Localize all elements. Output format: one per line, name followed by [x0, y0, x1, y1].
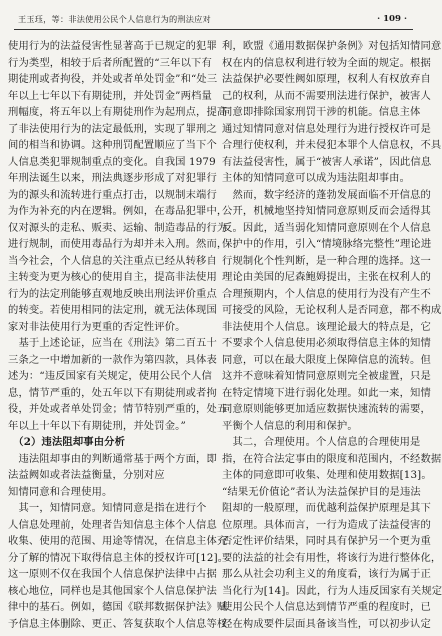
text-line: 核心地位，同样也是其他国家个人信息保护法	[8, 584, 217, 597]
text-line: 三条之一中增加新的一款作为第四款，具体表	[8, 353, 217, 366]
running-header	[14, 13, 413, 30]
text-line: 法益阙如或者法益衡量，分别对应	[8, 469, 165, 481]
text-line: 利，欧盟《通用数据保护条例》对包括知情同意	[222, 40, 442, 52]
text-line: 息，情节严重的，处五年以下有期徒刑或者拘	[8, 386, 217, 399]
text-line: 使用公民个人信息达到情节严重的程度时，已	[222, 601, 431, 613]
text-line: 同意即排除国家刑罚干涉的机能。信息主体	[222, 106, 421, 118]
text-line: 理论由美国的尼森鲍姆提出，主张在权利人的	[222, 271, 431, 283]
text-line: 同意原则能够更加适应数据快速流转的需要，	[222, 403, 431, 415]
text-line: 的转变。若使用相同的法定刑，就无法体现国	[8, 304, 217, 316]
text-line: 当化行为[14]。因此，行为人违反国家有关规定	[222, 584, 442, 597]
text-line: 基于上述论证，应当在《刑法》第二百五十	[8, 337, 217, 349]
text-line: 可接受的风险，无论权利人是否同意，都不构成	[222, 304, 442, 316]
text-line: 期徒刑或者拘役，并处或者单处罚金”和“处三	[8, 73, 218, 85]
text-line: 分了解的情况下取得信息主体的授权许可[12]。	[8, 551, 229, 564]
text-line: 同意，可以在最大限度上保障信息的流转。但	[222, 353, 431, 366]
text-line: 年以上十年以下有期徒刑，并处罚金。”	[8, 419, 186, 432]
text-line: 了非法使用行为的法定最低刑，实现了罪刑之	[8, 122, 217, 135]
text-line: 反。因此，适当弱化知情同意原则在个人信息	[222, 221, 431, 234]
text-line: 主体的知情同意可以成为违法阻却事由。	[222, 172, 411, 184]
text-line: 平衡个人信息的利用和保护。	[222, 419, 358, 432]
text-line: 在特定情境下进行弱化处理。如此一来，知情	[222, 386, 431, 399]
text-line: 通过知情同意对信息处理行为进行授权许可是	[222, 122, 431, 135]
text-line: 公开，机械地坚持知情同意原则反而会适得其	[222, 205, 431, 217]
text-line: 人信息处理前，处理者告知信息主体个人信息	[8, 518, 217, 531]
text-line: 述为：“违反国家有关规定，使用公民个人信	[8, 370, 212, 382]
text-line: 行规制化个性判断，是一种合理的选择。这一	[222, 254, 431, 267]
text-line: 其二，合理使用。个人信息的合理使用是	[222, 436, 421, 448]
text-line: 仅对源头的走私、贩卖、运输、制造毒品的行为	[8, 221, 228, 234]
text-line: 主体的同意即可收集、处理和使用数据[13]。	[222, 469, 432, 481]
text-line: 收集、使用的范围、用途等情况，在信息主体充	[8, 535, 228, 547]
text-line: 行为的法定刑能够直观地反映出刑法评价重点	[8, 287, 217, 300]
text-line: 然而，数字经济的蓬勃发展面临不开信息的	[222, 188, 431, 201]
page-number: · 109 ·	[377, 14, 407, 24]
text-line: 要的法益的社会有用性，将该行为进行整体化，	[222, 551, 442, 564]
text-line: 予信息主体删除、更正、答复获取个人信息等权	[8, 617, 228, 630]
text-line: 年以上七年以下有期徒刑，并处罚金”两档量	[8, 89, 212, 102]
text-line: 己的权利，从而不需要刑法进行保护，被害人	[222, 89, 431, 102]
text-line: 为作为补充的内在逻辑。例如，在毒品犯罪中，	[8, 205, 228, 217]
text-line: 指，在符合法定事由的限度和范围内，不经数据	[222, 452, 442, 465]
text-line: 保护中的作用，引入“情境脉络完整性”理论进	[222, 238, 432, 250]
text-line: 为的源头和流转进行重点打击，以规制末端行	[8, 188, 217, 201]
text-line: 其一，知情同意。知情同意是指在进行个	[8, 502, 207, 514]
right-text-column	[222, 38, 442, 634]
text-line: 知情同意和合理使用。	[8, 485, 113, 498]
text-line: 位原理。具体而言，一行为造成了法益侵害的	[222, 518, 431, 531]
text-line: 刑幅度，将五年以上有期徒刑作为起刑点，提高	[8, 106, 228, 118]
text-line: 间的相当和协调。这种刑罚配置顺应了当下个	[8, 139, 217, 151]
text-line: 合理预期内，个人信息的使用行为没有产生不	[222, 287, 431, 300]
text-line: 经在构成要件层面具备该当性，可以初步认定	[222, 617, 431, 630]
text-line: 使用行为的法益侵害性显著高于已规定的犯罪	[8, 40, 217, 52]
text-line: 人信息类犯罪规制重点的变化。自我国 1979	[8, 155, 216, 168]
text-line: 役，并处或者单处罚金；情节特别严重的，处五	[8, 403, 228, 415]
text-line: 非法使用个人信息。该理论最大的特点是，它	[222, 320, 431, 333]
text-line: （2）违法阻却事由分析	[8, 436, 126, 448]
text-line: 主转变为更为核心的使用自主，提高非法使用	[8, 271, 217, 283]
text-line: 权在内的信息权利进行较为全面的规定。根据	[222, 56, 431, 69]
text-line: 那么从社会功利主义的角度看，该行为属于正	[222, 568, 431, 580]
text-line: 不要求个人信息使用必须取得信息主体的知情	[222, 337, 431, 349]
text-line: 有法益侵害性，属于“被害人承诺”，因此信息	[222, 155, 432, 168]
text-line: 违法阻却事由的判断通常基于两个方面，即	[8, 452, 217, 465]
left-text-column	[8, 38, 229, 634]
text-line: 行为类型，相较于后者所配置的“三年以下有	[8, 56, 212, 69]
text-line: 进行规制，而使用毒品行为却并未入刑。然而，	[8, 238, 228, 250]
text-line: 法益保护必要性阙如原理，权利人有权放弃自	[222, 73, 431, 85]
text-line: 阻却的一般原理，而优越利益保护原理是其下	[222, 502, 431, 514]
text-line: 当今社会，个人信息的关注重点已经从转移自	[8, 254, 217, 267]
running-title: 王玉珏，等：非法使用公民个人信息行为的刑法应对	[18, 14, 211, 24]
text-line: 否定性评价结果，同时具有保护另一个更为重	[222, 535, 431, 547]
text-line: 这一原则不仅在我国个人信息保护法律中占据	[8, 568, 217, 580]
text-line: 年刑法诞生以来，刑法典逐步形成了对犯罪行	[8, 172, 217, 184]
text-line: 律中的基石。例如，德国《联邦数据保护法》赋	[8, 601, 228, 613]
text-line: 这并不意味着知情同意原则完全被虚置，只是	[222, 370, 431, 382]
text-line: “结果无价值论”者认为法益保护目的是违法	[222, 485, 421, 498]
text-line: 家对非法使用行为更重的否定性评价。	[8, 320, 186, 333]
text-line: 合理行使权利，并未侵犯本罪个人信息权，不具	[222, 139, 442, 151]
